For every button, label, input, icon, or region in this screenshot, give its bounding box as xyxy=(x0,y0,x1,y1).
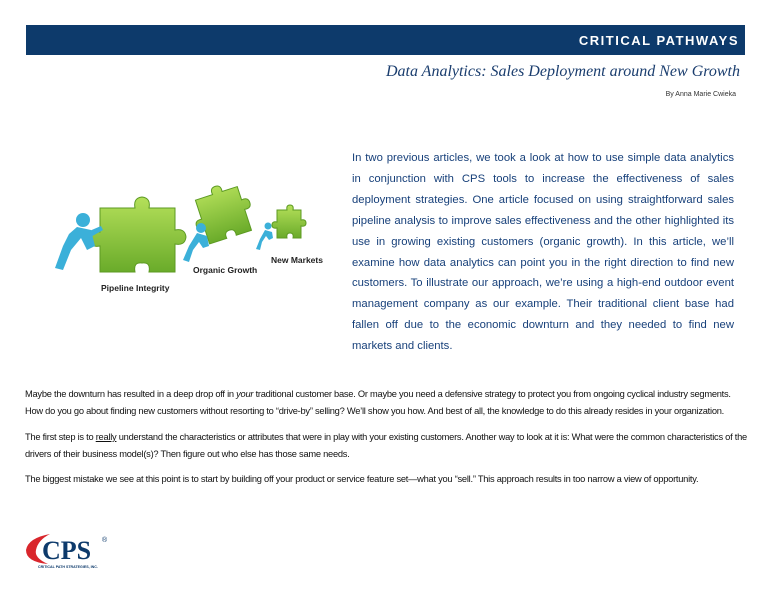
body-paragraph-2 xyxy=(25,429,747,462)
p2-text-a: The first step is to xyxy=(25,432,96,442)
logo-registered-mark: ® xyxy=(102,537,108,544)
figure-small xyxy=(256,223,273,251)
cps-logo xyxy=(20,526,120,576)
header-bar xyxy=(26,25,745,55)
puzzle-illustration xyxy=(25,180,345,310)
body-paragraph-3: The biggest mistake we see at this point is to start by building off your product or service feature set—what you “sell.” This approach results in too narrow a view of opportunity. xyxy=(25,474,699,484)
figure-medium xyxy=(183,223,209,262)
article-byline: By Anna Marie Cwieka xyxy=(665,91,736,98)
puzzle-piece-small xyxy=(272,205,306,238)
header-brand: CRITICAL PATHWAYS xyxy=(578,33,739,48)
label-organic-growth: Organic Growth xyxy=(193,265,258,275)
puzzle-piece-large xyxy=(89,197,186,272)
label-new-markets: New Markets xyxy=(271,255,323,265)
logo-tagline: CRITICAL PATH STRATEGIES, INC. xyxy=(38,565,98,569)
label-pipeline-integrity: Pipeline Integrity xyxy=(101,283,170,293)
intro-paragraph: In two previous articles, we took a look at how to use simple data analytics in conjunction with CPS tools to increase the effectiveness of sales deployment strategies. One article focused on using straightforward sales pipeline analysis to improve sales effectiveness and the other highlighted its use in growing existing customers (organic growth). In this article, we’ll examine how data analytics can point you in the right direction to find new customers. To illustrate our approach, we’re using a high-end outdoor event management company as our example. Their traditional client base had fallen off due to the economic downturn and they needed to find new markets and clients. xyxy=(352,152,734,353)
p2-underline: really xyxy=(95,432,117,442)
p1-emphasis: your xyxy=(236,389,254,399)
article-title: Data Analytics: Sales Deployment around New Growth xyxy=(385,63,740,80)
body-paragraph-1 xyxy=(25,386,747,419)
logo-text: CPS xyxy=(42,536,92,565)
p2-text-b: understand the characteristics or attributes that were in play with your existing customers. Another way to look at it is: What were the common characteristics of the drivers of their business model(s)? Then figure out who else has those same needs. xyxy=(25,432,747,459)
p1-text-a: Maybe the downturn has resulted in a deep drop off in xyxy=(25,389,237,399)
p1-text-b: traditional customer base. Or maybe you need a defensive strategy to protect you from ongoing cyclical industry segments. How do you go about finding new customers without resorting to “drive-by” selling? We’ll show you how. And best of all, the knowledge to do this already resides in your organization. xyxy=(25,389,731,416)
